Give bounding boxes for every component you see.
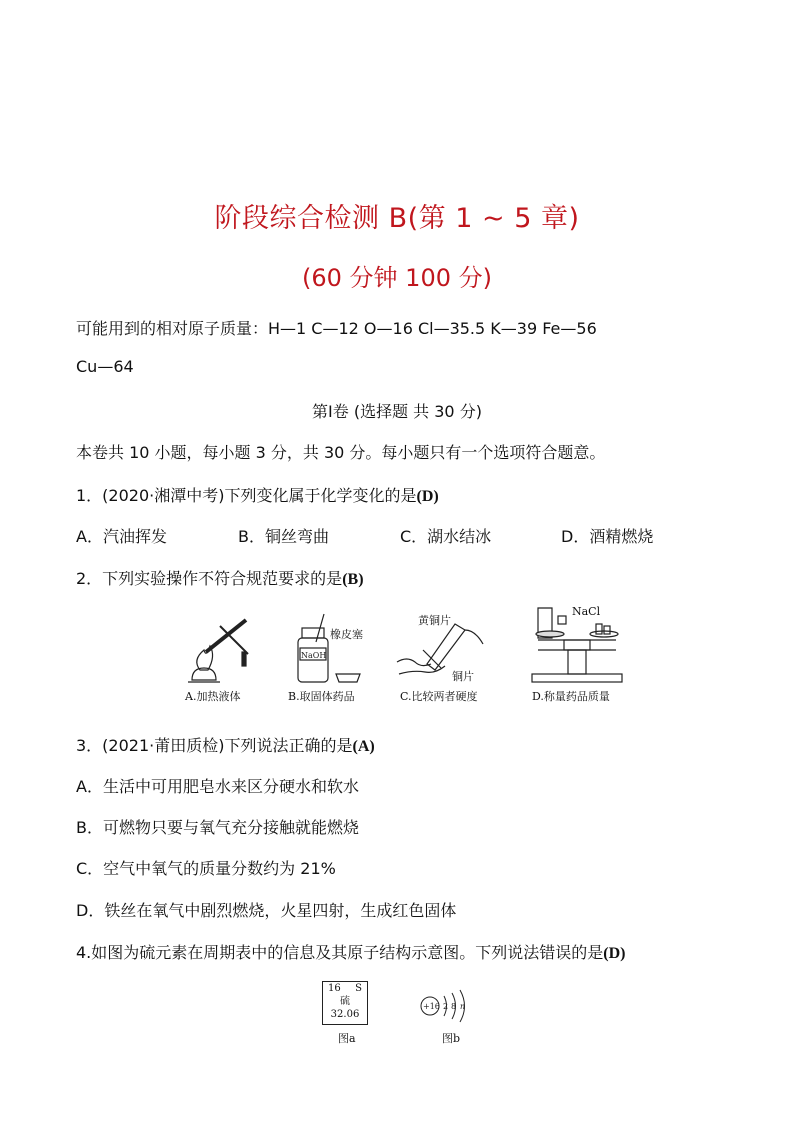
atomic-mass-line-2: Cu—64	[76, 357, 134, 376]
question-1-text: 1．(2020·湘潭中考)下列变化属于化学变化的是	[76, 486, 417, 505]
figure-4b-caption: 图b	[442, 1032, 461, 1045]
q1-option-d: D．酒精燃烧	[561, 527, 654, 546]
element-name: 硫	[340, 996, 350, 1007]
figure-heating-liquid	[180, 608, 260, 688]
stopper-label: 橡皮塞	[330, 628, 363, 641]
q1-option-b: B．铜丝弯曲	[238, 527, 329, 546]
figure-4a-caption: 图a	[338, 1032, 356, 1045]
figure-b-caption: B.取固体药品	[288, 690, 355, 703]
question-4-text: 4.如图为硫元素在周期表中的信息及其原子结构示意图。下列说法错误的是	[76, 943, 604, 962]
figure-a-caption: A.加热液体	[185, 690, 241, 703]
question-2-answer: (B)	[342, 571, 364, 588]
q3-option-c: C．空气中氧气的质量分数约为 21%	[76, 859, 336, 878]
question-4-answer: (D)	[603, 945, 626, 962]
nucleus-charge: +16	[423, 1002, 440, 1011]
q3-option-b: B．可燃物只要与氧气充分接触就能燃烧	[76, 818, 359, 837]
figure-balance	[528, 606, 624, 688]
question-2-text: 2．下列实验操作不符合规范要求的是	[76, 569, 343, 588]
element-cell	[322, 981, 368, 1025]
question-1-stem	[76, 483, 439, 506]
question-2-stem	[76, 566, 364, 589]
q3-option-a: A．生活中可用肥皂水来区分硬水和软水	[76, 777, 359, 796]
question-3-stem	[76, 733, 375, 756]
question-4-stem	[76, 940, 626, 963]
shell-1-electrons: 2	[443, 1002, 449, 1011]
page-title: 阶段综合检测 B(第 1 ~ 5 章)	[214, 203, 580, 234]
element-symbol: S	[355, 983, 362, 994]
section-header: 第Ⅰ卷 (选择题 共 30 分)	[312, 402, 482, 421]
figure-d-caption: D.称量药品质量	[532, 690, 610, 703]
question-1-answer: (D)	[416, 488, 439, 505]
q1-option-a: A．汽油挥发	[76, 527, 167, 546]
shell-3-electrons: n	[460, 1002, 466, 1011]
q1-option-c: C．湖水结冰	[400, 527, 492, 546]
question-3-text: 3．(2021·莆田质检)下列说法正确的是	[76, 736, 353, 755]
question-3-answer: (A)	[352, 738, 375, 755]
nacl-label: NaCl	[572, 605, 601, 618]
atom-structure-diagram	[418, 988, 478, 1024]
figure-c-caption: C.比较两者硬度	[400, 690, 478, 703]
naoh-label: NaOH	[301, 651, 327, 660]
figure-taking-solid	[290, 612, 370, 688]
atomic-mass-line-1: 可能用到的相对原子质量：H—1 C—12 O—16 Cl—35.5 K—39 Fe—56	[76, 319, 597, 338]
atomic-number: 16	[328, 983, 341, 994]
atomic-mass: 32.06	[330, 1009, 360, 1020]
brass-label: 黄铜片	[418, 614, 451, 627]
shell-2-electrons: 8	[451, 1002, 457, 1011]
q3-option-d: D．铁丝在氧气中剧烈燃烧，火星四射，生成红色固体	[76, 901, 457, 920]
copper-label: 铜片	[452, 670, 474, 683]
page-subtitle: (60 分钟 100 分)	[302, 264, 492, 292]
section-intro: 本卷共 10 小题，每小题 3 分，共 30 分。每小题只有一个选项符合题意。	[76, 443, 606, 462]
